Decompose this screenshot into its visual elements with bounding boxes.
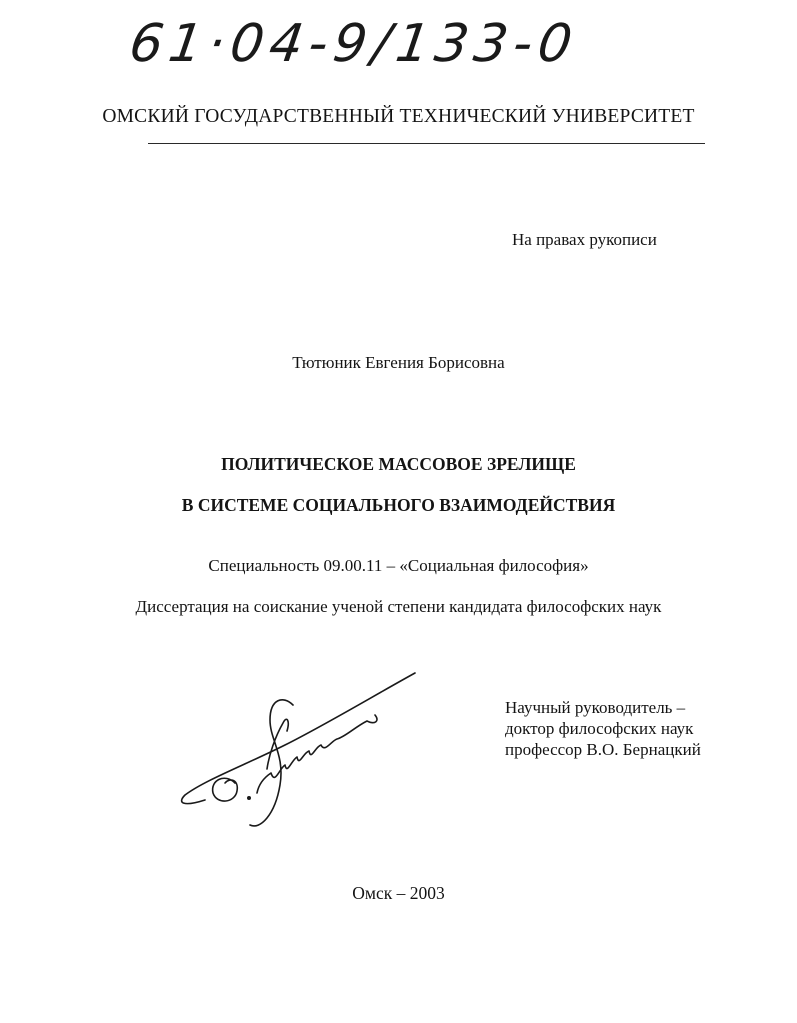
supervisor-name: профессор В.О. Бернацкий	[505, 740, 701, 759]
specialty-line: Специальность 09.00.11 – «Социальная философия»	[208, 556, 589, 575]
signature-stroke	[257, 715, 377, 793]
city-year: Омск – 2003	[352, 883, 445, 903]
supervisor-signature	[175, 665, 425, 835]
degree-line: Диссертация на соискание ученой степени кандидата философских наук	[135, 597, 662, 616]
signature-dot	[248, 797, 250, 799]
supervisor-role: Научный руководитель –	[505, 698, 686, 717]
header-divider	[148, 143, 705, 144]
university-name: ОМСКИЙ ГОСУДАРСТВЕННЫЙ ТЕХНИЧЕСКИЙ УНИВЕРСИТЕТ	[102, 106, 695, 127]
signature-stroke	[213, 778, 238, 801]
manuscript-note: На правах рукописи	[512, 230, 657, 249]
archive-number-handwritten: 61·04-9/133-0	[125, 14, 582, 74]
supervisor-block	[505, 697, 701, 760]
supervisor-degree: доктор философских наук	[505, 719, 694, 738]
signature-stroke	[182, 673, 415, 804]
dissertation-title-line-2: В СИСТЕМЕ СОЦИАЛЬНОГО ВЗАИМОДЕЙСТВИЯ	[181, 495, 616, 515]
dissertation-title-line-1: ПОЛИТИЧЕСКОЕ МАССОВОЕ ЗРЕЛИЩЕ	[221, 454, 576, 474]
author-name: Тютюник Евгения Борисовна	[292, 353, 505, 372]
